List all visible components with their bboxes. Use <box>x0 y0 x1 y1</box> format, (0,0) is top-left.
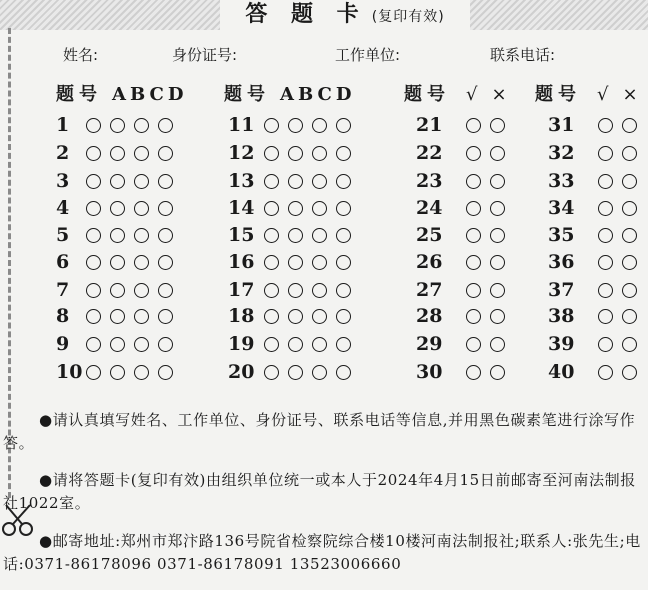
answer-bubble[interactable] <box>336 228 351 243</box>
answer-bubble[interactable] <box>264 309 279 324</box>
question-number: 7 <box>56 279 70 301</box>
question-number: 18 <box>228 305 255 327</box>
answer-bubble[interactable] <box>134 201 149 216</box>
answer-bubble[interactable] <box>264 337 279 352</box>
question-number: 36 <box>548 251 575 273</box>
answer-bubble[interactable] <box>598 201 613 216</box>
question-number: 31 <box>548 114 575 136</box>
answer-bubble[interactable] <box>158 118 173 133</box>
question-number: 8 <box>56 305 70 327</box>
question-row <box>56 279 182 301</box>
question-number: 38 <box>548 305 575 327</box>
question-row <box>416 251 514 273</box>
instruction-item: ●请将答题卡(复印有效)由组织单位统一或本人于2024年4月15日前邮寄至河南法制报社1022室。 <box>3 471 636 513</box>
column-header-1 <box>56 80 187 106</box>
answer-bubble[interactable] <box>490 228 505 243</box>
answer-bubble[interactable] <box>264 146 279 161</box>
answer-bubble[interactable] <box>312 228 327 243</box>
answer-bubble[interactable] <box>288 283 303 298</box>
answer-bubble[interactable] <box>466 146 481 161</box>
answer-bubble[interactable] <box>336 337 351 352</box>
answer-bubble[interactable] <box>336 309 351 324</box>
answer-bubble[interactable] <box>598 228 613 243</box>
answer-bubble[interactable] <box>288 365 303 380</box>
answer-bubble[interactable] <box>490 174 505 189</box>
column-header-options: ABCD <box>280 84 356 105</box>
answer-bubble[interactable] <box>158 174 173 189</box>
answer-bubble[interactable] <box>110 201 125 216</box>
answer-bubble[interactable] <box>134 118 149 133</box>
answer-bubble[interactable] <box>490 309 505 324</box>
answer-bubble[interactable] <box>86 146 101 161</box>
question-row <box>228 170 360 192</box>
question-row <box>228 333 360 355</box>
question-row <box>228 142 360 164</box>
question-row <box>548 197 646 219</box>
page-subtitle: (复印有效) <box>371 9 445 25</box>
question-row <box>56 361 182 383</box>
answer-bubble[interactable] <box>134 365 149 380</box>
answer-bubble[interactable] <box>86 337 101 352</box>
answer-bubble[interactable] <box>158 365 173 380</box>
answer-bubble[interactable] <box>158 201 173 216</box>
answer-bubble[interactable] <box>466 174 481 189</box>
answer-bubble[interactable] <box>264 118 279 133</box>
answer-bubble[interactable] <box>134 228 149 243</box>
answer-bubble[interactable] <box>622 283 637 298</box>
answer-bubble[interactable] <box>622 255 637 270</box>
question-number: 13 <box>228 170 255 192</box>
answer-bubble[interactable] <box>312 118 327 133</box>
question-number: 27 <box>416 279 443 301</box>
column-header-4 <box>535 80 638 106</box>
question-row <box>416 333 514 355</box>
question-number: 22 <box>416 142 443 164</box>
question-row <box>416 114 514 136</box>
question-row <box>548 279 646 301</box>
answer-bubble[interactable] <box>622 118 637 133</box>
answer-bubble[interactable] <box>622 174 637 189</box>
question-row <box>56 333 182 355</box>
question-number: 30 <box>416 361 443 383</box>
answer-bubble[interactable] <box>110 228 125 243</box>
page-title: 答 题 卡 <box>245 2 367 27</box>
answer-bubble[interactable] <box>288 228 303 243</box>
question-row <box>56 251 182 273</box>
check-mark-label: √ <box>597 84 609 105</box>
workplace-field-label: 工作单位: <box>335 46 401 64</box>
answer-bubble[interactable] <box>466 228 481 243</box>
question-row <box>228 114 360 136</box>
answer-bubble[interactable] <box>86 255 101 270</box>
answer-bubble[interactable] <box>86 201 101 216</box>
question-number: 39 <box>548 333 575 355</box>
question-row <box>56 114 182 136</box>
answer-bubble[interactable] <box>466 337 481 352</box>
title-box <box>220 0 470 30</box>
answer-bubble[interactable] <box>622 228 637 243</box>
id-number-field-label: 身份证号: <box>172 46 238 64</box>
question-row <box>56 224 182 246</box>
column-header-2 <box>224 80 355 106</box>
answer-bubble[interactable] <box>466 201 481 216</box>
answer-bubble[interactable] <box>466 255 481 270</box>
question-number: 35 <box>548 224 575 246</box>
answer-bubble[interactable] <box>622 337 637 352</box>
answer-bubble[interactable] <box>264 228 279 243</box>
answer-bubble[interactable] <box>466 365 481 380</box>
answer-bubble[interactable] <box>598 174 613 189</box>
question-row <box>56 142 182 164</box>
answer-bubble[interactable] <box>134 146 149 161</box>
question-number: 40 <box>548 361 575 383</box>
answer-bubble[interactable] <box>336 201 351 216</box>
answer-bubble[interactable] <box>134 255 149 270</box>
column-header-label: 题号 <box>56 84 102 105</box>
answer-bubble[interactable] <box>288 337 303 352</box>
answer-bubble[interactable] <box>158 146 173 161</box>
question-number: 37 <box>548 279 575 301</box>
question-row <box>548 170 646 192</box>
question-number: 32 <box>548 142 575 164</box>
answer-bubble[interactable] <box>490 365 505 380</box>
answer-bubble[interactable] <box>490 283 505 298</box>
answer-bubble[interactable] <box>336 365 351 380</box>
question-number: 26 <box>416 251 443 273</box>
answer-bubble[interactable] <box>86 309 101 324</box>
question-row <box>228 197 360 219</box>
column-header-3 <box>404 80 507 106</box>
answer-bubble[interactable] <box>158 283 173 298</box>
answer-bubble[interactable] <box>622 146 637 161</box>
column-header-label: 题号 <box>404 84 450 105</box>
question-row <box>56 197 182 219</box>
answer-bubble[interactable] <box>312 255 327 270</box>
question-number: 28 <box>416 305 443 327</box>
answer-bubble[interactable] <box>264 201 279 216</box>
answer-bubble[interactable] <box>490 337 505 352</box>
column-header-options: ABCD <box>112 84 188 105</box>
answer-bubble[interactable] <box>86 174 101 189</box>
answer-bubble[interactable] <box>312 283 327 298</box>
question-number: 19 <box>228 333 255 355</box>
question-number: 29 <box>416 333 443 355</box>
answer-bubble[interactable] <box>134 309 149 324</box>
question-number: 25 <box>416 224 443 246</box>
instructions <box>3 394 645 590</box>
answer-bubble[interactable] <box>288 201 303 216</box>
answer-bubble[interactable] <box>158 228 173 243</box>
answer-bubble[interactable] <box>466 283 481 298</box>
answer-bubble[interactable] <box>264 255 279 270</box>
answer-bubble[interactable] <box>336 118 351 133</box>
answer-bubble[interactable] <box>158 309 173 324</box>
answer-bubble[interactable] <box>598 337 613 352</box>
answer-bubble[interactable] <box>110 365 125 380</box>
answer-bubble[interactable] <box>622 309 637 324</box>
answer-bubble[interactable] <box>490 146 505 161</box>
question-number: 2 <box>56 142 70 164</box>
question-number: 34 <box>548 197 575 219</box>
answer-bubble[interactable] <box>264 283 279 298</box>
question-number: 14 <box>228 197 255 219</box>
answer-bubble[interactable] <box>598 118 613 133</box>
question-row <box>548 114 646 136</box>
question-number: 5 <box>56 224 70 246</box>
question-row <box>416 279 514 301</box>
answer-bubble[interactable] <box>134 337 149 352</box>
answer-bubble[interactable] <box>110 146 125 161</box>
answer-bubble[interactable] <box>86 118 101 133</box>
answer-bubble[interactable] <box>336 174 351 189</box>
cross-mark-label: × <box>491 84 507 105</box>
answer-bubble[interactable] <box>158 255 173 270</box>
answer-bubble[interactable] <box>134 174 149 189</box>
answer-bubble[interactable] <box>598 365 613 380</box>
question-number: 4 <box>56 197 70 219</box>
answer-bubble[interactable] <box>312 365 327 380</box>
answer-bubble[interactable] <box>312 309 327 324</box>
name-field-label: 姓名: <box>63 46 99 64</box>
question-number: 9 <box>56 333 70 355</box>
question-row <box>548 251 646 273</box>
question-row <box>228 279 360 301</box>
question-number: 15 <box>228 224 255 246</box>
question-row <box>416 197 514 219</box>
question-row <box>548 305 646 327</box>
question-row <box>548 224 646 246</box>
answer-bubble[interactable] <box>336 255 351 270</box>
question-number: 6 <box>56 251 70 273</box>
answer-bubble[interactable] <box>598 146 613 161</box>
answer-bubble[interactable] <box>110 255 125 270</box>
question-number: 20 <box>228 361 255 383</box>
answer-bubble[interactable] <box>110 283 125 298</box>
answer-bubble[interactable] <box>466 309 481 324</box>
answer-bubble[interactable] <box>598 309 613 324</box>
answer-bubble[interactable] <box>110 118 125 133</box>
question-row <box>228 224 360 246</box>
question-number: 23 <box>416 170 443 192</box>
answer-bubble[interactable] <box>336 146 351 161</box>
answer-bubble[interactable] <box>288 146 303 161</box>
answer-bubble[interactable] <box>622 365 637 380</box>
question-row <box>228 361 360 383</box>
answer-bubble[interactable] <box>598 255 613 270</box>
question-number: 16 <box>228 251 255 273</box>
question-row <box>228 305 360 327</box>
answer-bubble[interactable] <box>288 255 303 270</box>
answer-bubble[interactable] <box>288 309 303 324</box>
answer-bubble[interactable] <box>466 118 481 133</box>
phone-field-label: 联系电话: <box>490 46 556 64</box>
question-row <box>416 142 514 164</box>
question-row <box>416 224 514 246</box>
question-row <box>548 333 646 355</box>
question-number: 10 <box>56 361 83 383</box>
question-row <box>416 305 514 327</box>
answer-bubble[interactable] <box>312 174 327 189</box>
answer-bubble[interactable] <box>336 283 351 298</box>
answer-bubble[interactable] <box>158 337 173 352</box>
answer-bubble[interactable] <box>264 365 279 380</box>
question-row <box>416 361 514 383</box>
check-mark-label: √ <box>466 84 478 105</box>
answer-bubble[interactable] <box>110 174 125 189</box>
instruction-item: ●邮寄地址:郑州市郑汴路136号院省检察院综合楼10楼河南法制报社;联系人:张先生;电话:0371-86178096 0371-86178091 13523006660 <box>3 531 641 573</box>
question-row <box>56 170 182 192</box>
answer-bubble[interactable] <box>86 283 101 298</box>
column-header-label: 题号 <box>224 84 270 105</box>
answer-bubble[interactable] <box>288 118 303 133</box>
answer-bubble[interactable] <box>110 337 125 352</box>
question-number: 1 <box>56 114 70 136</box>
instruction-item: ●请认真填写姓名、工作单位、身份证号、联系电话等信息,并用黑色碳素笔进行涂写作答。 <box>3 411 636 452</box>
answer-bubble[interactable] <box>134 283 149 298</box>
question-row <box>228 251 360 273</box>
answer-bubble[interactable] <box>622 201 637 216</box>
answer-bubble[interactable] <box>490 201 505 216</box>
question-number: 24 <box>416 197 443 219</box>
question-number: 3 <box>56 170 70 192</box>
answer-bubble[interactable] <box>598 283 613 298</box>
cross-mark-label: × <box>622 84 638 105</box>
question-row <box>548 361 646 383</box>
question-row <box>548 142 646 164</box>
answer-bubble[interactable] <box>490 118 505 133</box>
question-number: 33 <box>548 170 575 192</box>
answer-bubble[interactable] <box>288 174 303 189</box>
column-header-label: 题号 <box>535 84 581 105</box>
answer-bubble[interactable] <box>86 228 101 243</box>
answer-bubble[interactable] <box>312 201 327 216</box>
question-row <box>56 305 182 327</box>
answer-bubble[interactable] <box>312 337 327 352</box>
answer-bubble[interactable] <box>312 146 327 161</box>
answer-bubble[interactable] <box>264 174 279 189</box>
question-number: 17 <box>228 279 255 301</box>
question-row <box>416 170 514 192</box>
answer-bubble[interactable] <box>110 309 125 324</box>
answer-bubble[interactable] <box>86 365 101 380</box>
answer-bubble[interactable] <box>490 255 505 270</box>
question-number: 11 <box>228 114 255 136</box>
question-number: 21 <box>416 114 443 136</box>
question-number: 12 <box>228 142 255 164</box>
